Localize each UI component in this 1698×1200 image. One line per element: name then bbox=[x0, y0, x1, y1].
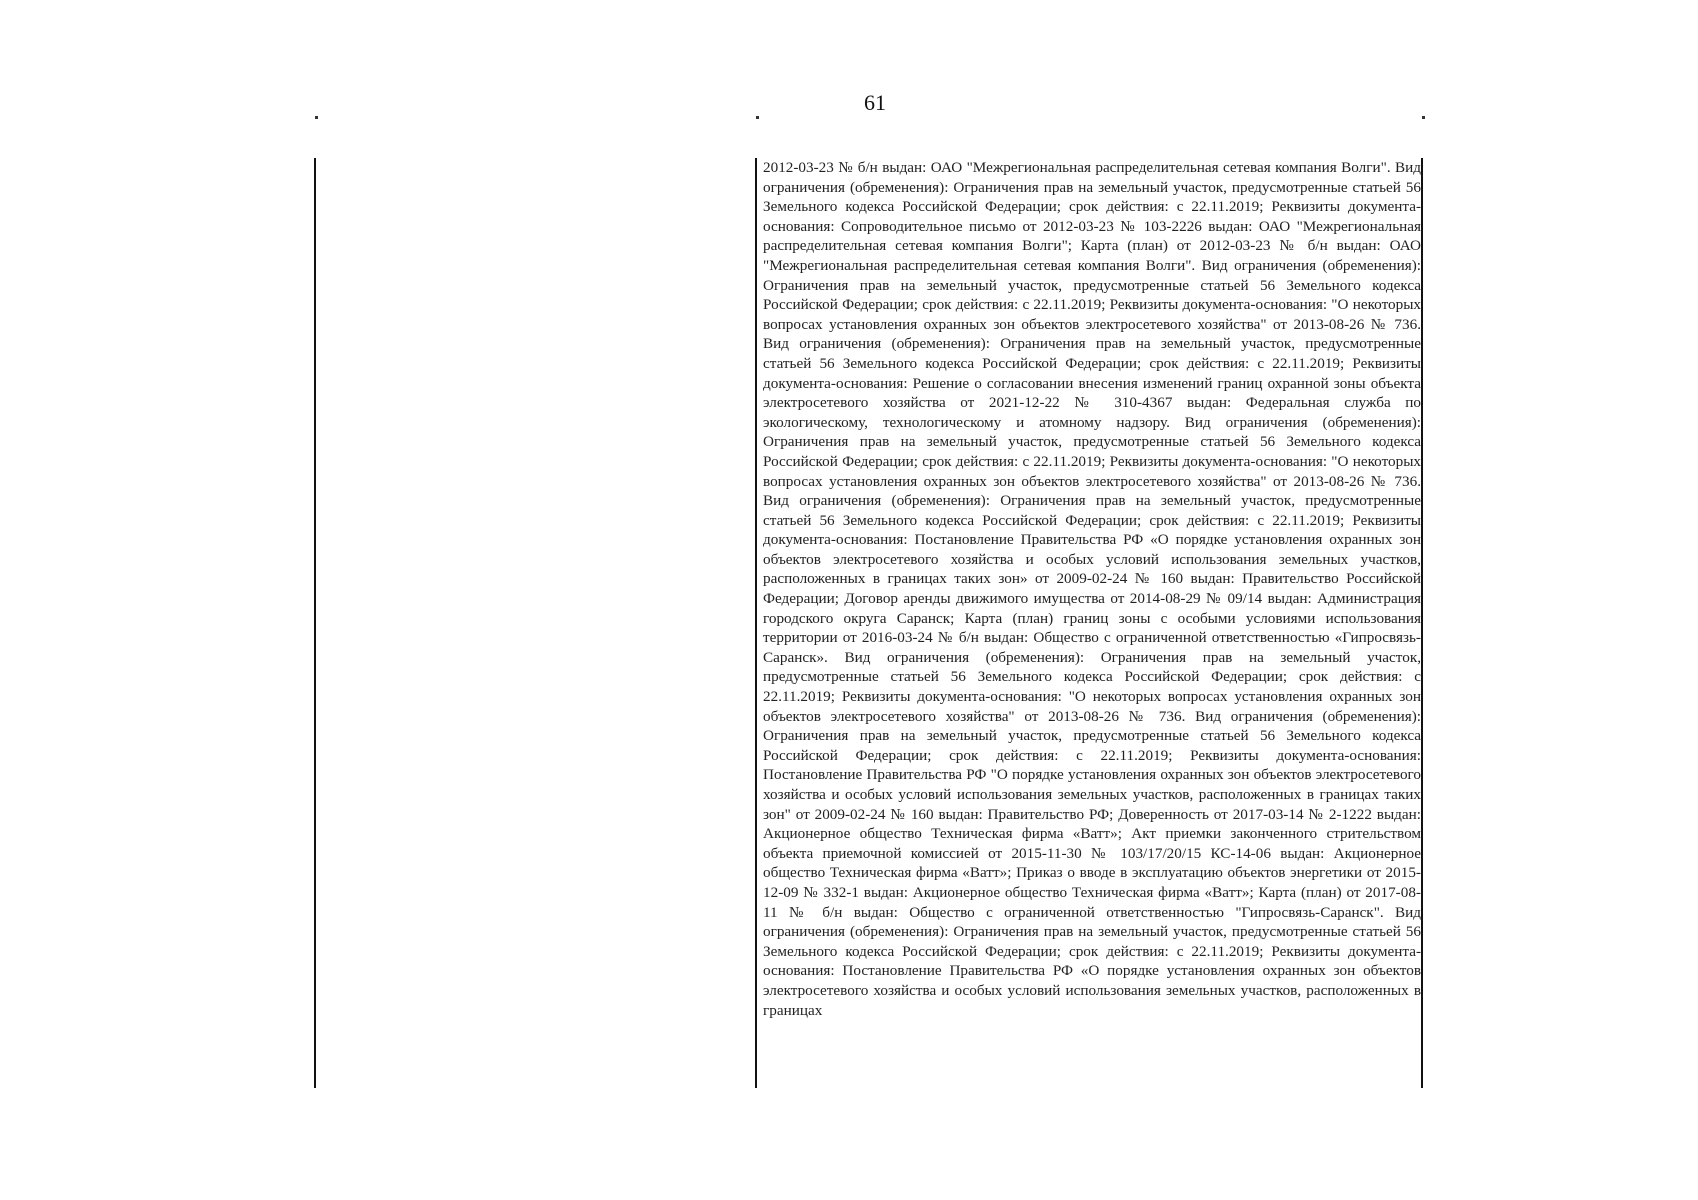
table-border-middle bbox=[755, 158, 757, 1088]
margin-mark-center bbox=[756, 116, 759, 119]
margin-mark-right bbox=[1422, 116, 1425, 119]
document-table bbox=[314, 158, 1423, 1088]
page-number: 61 bbox=[864, 90, 886, 115]
table-cell-right bbox=[759, 158, 1423, 1088]
table-cell-left bbox=[316, 158, 755, 1088]
margin-mark-left bbox=[315, 116, 318, 119]
encumbrance-record-text: 2012-03-23 № б/н выдан: ОАО "Межрегиональная распределительная сетевая компания Волги". Вид ограничения (обременения): Ограничения прав на земельный участок, предусмотренные статьей 56 Земельного кодекса Российской Федерации; срок действия: с 22.11.2019; Реквизиты документа-основания: Сопроводительное письмо от 2012-03-23 № 103-2226 выдан: ОАО "Межрегиональная распределительная сетевая компания Волги"; Карта (план) от 2012-03-23 № б/н выдан: ОАО "Межрегиональная распределительная сетевая компания Волги". Вид ограничения (обременения): Ограничения прав на земельный участок, предусмотренные статьей 56 Земельного кодекса Российской Федерации; срок действия: с 22.11.2019; Реквизиты документа-основания: "О некоторых вопросах установления охранных зон объектов электросетевого хозяйства" от 2013-08-26 № 736. Вид ограничения (обременения): Ограничения прав на земельный участок, предусмотренные статьей 56 Земельного кодекса Российской Федерации; срок действия: с 22.11.2019; Реквизиты документа-основания: Решение о согласовании внесения изменений границ охранной зоны объекта электросетевого хозяйства от 2021-12-22 № 310-4367 выдан: Федеральная служба по экологическому, технологическому и атомному надзору. Вид ограничения (обременения): Ограничения прав на земельный участок, предусмотренные статьей 56 Земельного кодекса Российской Федерации; срок действия: с 22.11.2019; Реквизиты документа-основания: "О некоторых вопросах установления охранных зон объектов электросетевого хозяйства" от 2013-08-26 № 736. Вид ограничения (обременения): Ограничения прав на земельный участок, предусмотренные статьей 56 Земельного кодекса Российской Федерации; срок действия: с 22.11.2019; Реквизиты документа-основания: Постановление Правительства РФ «О порядке установления охранных зон объектов электросетевого хозяйства и особых условий использования земельных участков, расположенных в границах таких зон» от 2009-02-24 № 160 выдан: Правительство Российской Федерации; Договор аренды движимого имущества от 2014-08-29 № 09/14 выдан: Администрация городского округа Саранск; Карта (план) границ зоны с особыми условиями использования территории от 2016-03-24 № б/н выдан: Общество с ограниченной ответственностью «Гипросвязь-Саранск». Вид ограничения (обременения): Ограничения прав на земельный участок, предусмотренные статьей 56 Земельного кодекса Российской Федерации; срок действия: с 22.11.2019; Реквизиты документа-основания: "О некоторых вопросах установления охранных зон объектов электросетевого хозяйства" от 2013-08-26 № 736. Вид ограничения (обременения): Ограничения прав на земельный участок, предусмотренные статьей 56 Земельного кодекса Российской Федерации; срок действия: с 22.11.2019; Реквизиты документа-основания: Постановление Правительства РФ "О порядке установления охранных зон объектов электросетевого хозяйства и особых условий использования земельных участков, расположенных в границах таких зон" от 2009-02-24 № 160 выдан: Правительство РФ; Доверенность от 2017-03-14 № 2-1222 выдан: Акционерное общество Техническая фирма «Ватт»; Акт приемки законченного стрительством объекта приемочной комиссией от 2015-11-30 № 103/17/20/15 КС-14-06 выдан: Акционерное общество Техническая фирма «Ватт»; Приказ о вводе в эксплуатацию объектов энергетики от 2015-12-09 № 332-1 выдан: Акционерное общество Техническая фирма «Ватт»; Карта (план) от 2017-08-11 № б/н выдан: Общество с ограниченной ответственностью "Гипросвязь-Саранск". Вид ограничения (обременения): Ограничения прав на земельный участок, предусмотренные статьей 56 Земельного кодекса Российской Федерации; срок действия: с 22.11.2019; Реквизиты документа-основания: Постановление Правительства РФ «О порядке установления охранных зон объектов электросетевого хозяйства и особых условий использования земельных участков, расположенных в границах bbox=[763, 159, 1421, 1019]
